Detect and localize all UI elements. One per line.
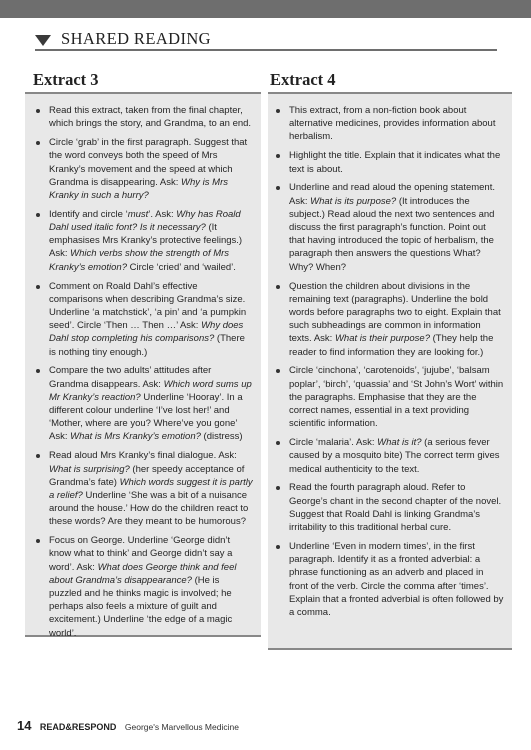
list-item: Underline ‘Even in modern times’, in the first paragraph. Identify it as a fronted adverbial: a phrase functioning as an adverb and placed in front of the verb. Circle the comma after ‘times’. Explain that a fronted adverbial is often followed by a comma. [270,540,504,619]
extract-3-title: Extract 3 [33,70,99,89]
list-item: Read the fourth paragraph aloud. Refer to George’s chant in the second chapter of the novel. Suggest that Roald Dahl is linking Grandma’s irritability to this traditional herbal cure. [270,481,504,534]
brand-logo: READ&RESPOND [39,722,117,732]
list-item: Highlight the title. Explain that it indicates what the text is about. [270,149,504,175]
extract-3-list [30,104,253,640]
page-footer [17,717,239,733]
extract-3-box [25,92,261,637]
extract-4-title: Extract 4 [270,70,336,89]
list-item: Read aloud Mrs Kranky’s final dialogue. Ask: What is surprising? (her speedy acceptance of Grandma’s fate) Which words suggest it is partly a relief? Underline ‘She was a bit of a nuisance around the house.’ How do the children react to these words? Are they meant to be humorous? [30,449,253,528]
list-item: Focus on George. Underline ‘George didn’t know what to think’ and George didn’t say a word’. Ask: What does George think and feel about Grandma’s disappearance? (He is puzzled and he thinks magic is involved; he perhaps also feels a mixture of guilt and excitement.) Underline ‘the edge of a magic world’. [30,534,253,640]
book-title: George's Marvellous Medicine [124,722,239,732]
list-item: Underline and read aloud the opening statement. Ask: What is its purpose? (It introduces the subject.) Read aloud the next two sentences and discuss the first paragraph’s function. Point out that having introduced the topic of herbalism, the paragraph then answers the questions What? Why? When? [270,181,504,273]
list-item: Circle ‘cinchona’, ‘carotenoids’, ‘jujube’, ‘balsam poplar’, ‘birch’, ‘quassia’ and ‘St John’s Wort’ within the paragraphs. Emphasise that they are the correct names, essential in a text providing scientific information. [270,364,504,430]
section-title: SHARED READING [61,29,211,48]
extract-4-list [270,104,504,619]
section-header [35,27,497,51]
list-item: Comment on Roald Dahl’s effective comparisons when describing Grandma’s size. Underline ‘a matchstick’, ‘a pin’ and ‘a pumpkin seed’. Circle ‘Then … Then …’ Ask: Why does Dahl stop completing his comparisons? (There is nothing tiny enough.) [30,280,253,359]
list-item: Read this extract, taken from the final chapter, which brings the story, and Grandma, to an end. [30,104,253,130]
list-item: Circle ‘malaria’. Ask: What is it? (a serious fever caused by a mosquito bite) The correct term gives medical authenticity to the text. [270,436,504,476]
list-item: This extract, from a non-fiction book about alternative medicines, provides information about herbalism. [270,104,504,144]
page-number: 14 [17,718,32,733]
list-item: Identify and circle ‘must’. Ask: Why has Roald Dahl used italic font? Is it necessary? (It emphasises Mrs Kranky’s protective feelings.) Ask: Which verbs show the strength of Mrs Kranky’s emotion? Circle ‘cried’ and ‘wailed’. [30,208,253,274]
triangle-down-icon [35,35,51,46]
list-item: Circle ‘grab’ in the first paragraph. Suggest that the word conveys both the speed of Mrs Kranky’s movement and the speed at which Grandma is disappearing. Ask: Why is Mrs Kranky in such a hurry? [30,136,253,202]
list-item: Question the children about divisions in the remaining text (paragraphs). Underline the bold words before paragraphs two to eight. Explain that such subheadings are common in information texts. Ask: What is their purpose? (They help the reader to find information they are looking for.) [270,280,504,359]
list-item: Compare the two adults’ attitudes after Grandma disappears. Ask: Which word sums up Mr Kranky’s reaction? Underline ‘Hooray’. In a different colour underline ‘I’ve lost her!’ and ‘Mother, where are you? Where’ve you gone’ Ask: What is Mrs Kranky’s emotion? (distress) [30,364,253,443]
top-bar [0,0,531,18]
extract-4-box [268,92,512,650]
